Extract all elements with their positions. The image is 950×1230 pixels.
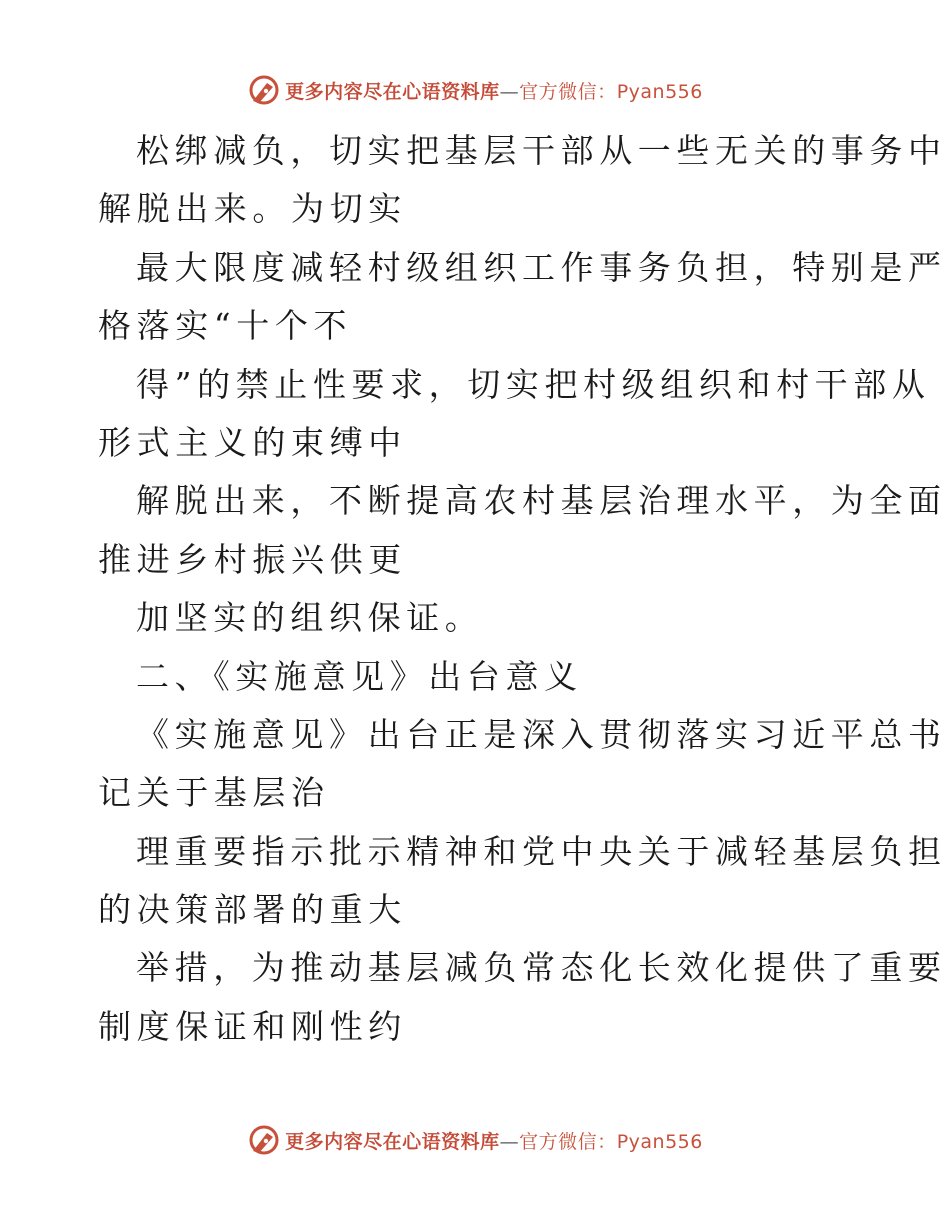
text-line: 推进乡村振兴供更 xyxy=(98,539,407,579)
document-body xyxy=(98,122,947,1056)
text-line: 解脱出来。为切实 xyxy=(98,189,407,229)
text-line: 加坚实的组织保证。 xyxy=(136,598,484,638)
header-watermark xyxy=(0,70,950,110)
footer-watermark xyxy=(0,1120,950,1160)
pen-nib-logo-icon xyxy=(247,73,281,107)
watermark-wechat-id: Pyan556 xyxy=(616,1130,703,1153)
watermark-brand: 更多内容尽在心语资料库 xyxy=(285,1130,500,1153)
text-line: 形式主义的束缚中 xyxy=(98,422,407,462)
text-line: 记关于基层治 xyxy=(98,773,330,813)
text-line: 《实施意见》出台正是深入贯彻落实习近平总书 xyxy=(136,714,947,754)
pen-nib-logo-icon xyxy=(247,1123,281,1157)
text-line: 制度保证和刚性约 xyxy=(98,1006,407,1046)
watermark-wechat-id: Pyan556 xyxy=(616,80,703,103)
watermark-official: 官方微信： xyxy=(519,80,617,103)
text-line: 理重要指示批示精神和党中央关于减轻基层负担 xyxy=(136,831,947,871)
text-line: 松绑减负，切实把基层干部从一些无关的事务中 xyxy=(136,131,947,170)
section-heading: 二、《实施意见》出台意义 xyxy=(136,656,583,696)
watermark-text xyxy=(285,1127,703,1154)
watermark-dash: — xyxy=(499,1130,520,1153)
text-line: 最大限度减轻村级组织工作事务负担，特别是严 xyxy=(136,247,947,287)
text-line: 解脱出来，不断提高农村基层治理水平，为全面 xyxy=(136,481,947,521)
watermark-brand: 更多内容尽在心语资料库 xyxy=(285,80,500,103)
watermark-text xyxy=(285,77,703,104)
text-line: 的决策部署的重大 xyxy=(98,890,407,930)
text-line: 得”的禁止性要求，切实把村级组织和村干部从 xyxy=(136,364,931,404)
watermark-dash: — xyxy=(499,80,520,103)
text-line: 举措，为推动基层减负常态化长效化提供了重要 xyxy=(136,948,947,988)
watermark-official: 官方微信： xyxy=(519,1130,617,1153)
text-line: 格落实“十个不 xyxy=(98,306,353,346)
